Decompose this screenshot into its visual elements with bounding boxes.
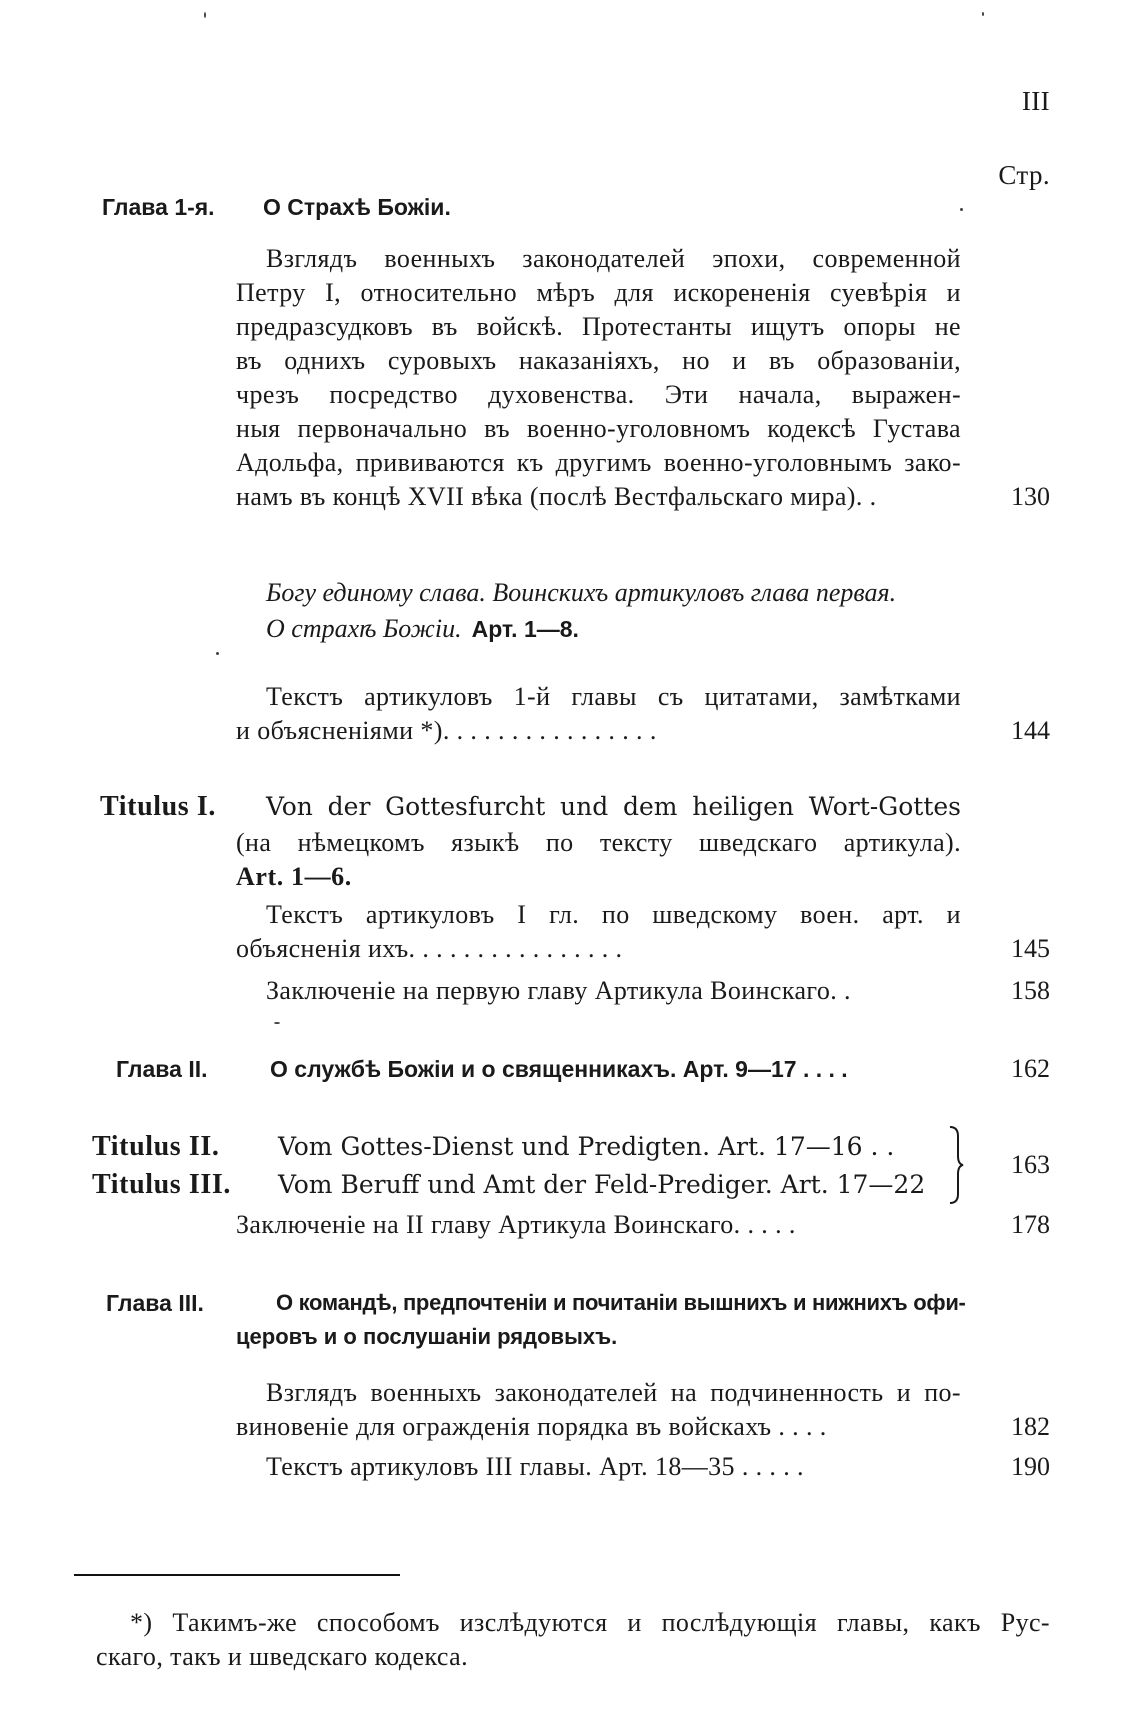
chapter1-italic-heading-line2 (266, 612, 579, 646)
chapter1-text-entry (236, 680, 961, 748)
chapter1-paragraph-line: предразсудковъ въ войскѣ. Протестанты ищутъ опоры не (236, 312, 961, 341)
footnote-rule (74, 1574, 400, 1576)
titulus1-articles-range: Art. 1—6. (236, 862, 352, 891)
titulus2-label: Titulus II. (92, 1131, 220, 1162)
chapter3-paragraph-line: Взглядъ военныхъ законодателей на подчиненность и по- (266, 1378, 961, 1407)
chapter3-paragraph-line: виновеніе для огражденія порядка въ войскахъ . . . . (236, 1412, 827, 1441)
chapter1-paragraph-line: Взглядъ военныхъ законодателей эпохи, современной (266, 244, 961, 273)
scan-speck (960, 208, 963, 211)
chapter1-italic-heading-line1: Богу единому слава. Воинскихъ артикуловъ глава первая. (266, 578, 897, 607)
chapter1-paragraph-line: чрезъ посредство духовенства. Эти начала, выражен- (236, 380, 961, 409)
chapter1-paragraph-line: ныя первоначально въ военно-уголовномъ кодексѣ Густава (236, 414, 961, 443)
chapter2-title: О службѣ Божіи и о священникахъ. Арт. 9—17 . . . . (270, 1056, 848, 1082)
chapter3-paragraph-page: 182 (1011, 1412, 1050, 1441)
titulus1-german-title: Von der Gottesfurcht und dem heiligen Wort-Gottes (266, 792, 961, 821)
chapter3-label: Глава III. (106, 1290, 204, 1316)
chapter1-paragraph (236, 242, 961, 514)
scan-speck (204, 12, 206, 18)
titulus1-conclusion-page: 158 (1011, 976, 1050, 1005)
chapter1-paragraph-page: 130 (1011, 482, 1050, 511)
chapter3-paragraph (236, 1376, 961, 1444)
footnote-line1: *) Такимъ-же способомъ изслѣдуются и послѣдующія главы, какъ Рус- (130, 1608, 1050, 1637)
right-brace-icon (948, 1126, 964, 1204)
titulus2-entry: Vom Gottes-Dienst und Predigten. Art. 17—16 . . (278, 1132, 895, 1161)
chapter1-paragraph-line: въ однихъ суровыхъ наказаніяхъ, но и въ образованіи, (236, 346, 961, 375)
chapter1-paragraph-line: Петру I, относительно мѣръ для искорененія суевѣрія и (236, 278, 961, 307)
chapter1-text-page: 144 (1011, 716, 1050, 745)
chapter3-text-entry: Текстъ артикуловъ III главы. Арт. 18—35 . . . . . (266, 1452, 804, 1481)
titulus1-label: Titulus I. (100, 791, 216, 822)
chapter1-paragraph-line: Адольфа, прививаются къ другимъ военно-уголовнымъ зако- (236, 448, 961, 477)
titulus1-text-entry-line: Текстъ артикуловъ I гл. по шведскому воен. арт. и (266, 900, 961, 929)
titulus1-conclusion: Заключеніе на первую главу Артикула Воинскаго. . (266, 976, 851, 1005)
chapter3-title-line2: церовъ и о послушаніи рядовыхъ. (236, 1324, 618, 1349)
chapter2-page: 162 (1011, 1054, 1050, 1083)
titulus1-text-entry-line: объясненія ихъ. . . . . . . . . . . . . . . . (236, 934, 623, 963)
scan-speck (982, 12, 984, 16)
chapter1-text-entry-line: и объясненіями *). . . . . . . . . . . . . . . . (236, 716, 657, 745)
chapter1-title: О Страхѣ Божіи. (263, 194, 451, 220)
footnote-line2: скаго, такъ и шведскаго кодекса. (96, 1642, 468, 1671)
chapter1-text-entry-line: Текстъ артикуловъ 1-й главы съ цитатами, замѣтками (266, 682, 961, 711)
chapter1-paragraph-line: намъ въ концѣ XVII вѣка (послѣ Вестфальскаго мира). . (236, 482, 877, 511)
chapter2-conclusion-page: 178 (1011, 1210, 1050, 1239)
chapter1-italic-subtitle: О страхѣ Божіи. (266, 614, 462, 643)
chapter1-articles-range: Арт. 1—8. (471, 616, 579, 642)
titulus1-russian-note: (на нѣмецкомъ языкѣ по тексту шведскаго артикула). (236, 828, 961, 857)
chapter3-text-page: 190 (1011, 1452, 1050, 1481)
titulus3-entry: Vom Beruff und Amt der Feld-Prediger. Art. 17—22 (278, 1170, 926, 1199)
titulus1-text-page: 145 (1011, 934, 1050, 963)
page-number: III (1021, 86, 1050, 116)
column-header-pages: Стр. (998, 160, 1050, 190)
scan-speck (216, 652, 219, 655)
titulus3-label: Titulus III. (92, 1169, 231, 1200)
chapter1-label: Глава 1-я. (102, 194, 215, 220)
chapter2-conclusion: Заключеніе на II главу Артикула Воинскаго. . . . . (236, 1210, 796, 1239)
chapter3-title-line1: О командѣ, предпочтеніи и почитаніи вышнихъ и нижнихъ офи- (276, 1290, 966, 1315)
titulus2-3-page: 163 (1011, 1150, 1050, 1179)
chapter2-label: Глава II. (116, 1056, 208, 1082)
scan-speck (274, 1022, 280, 1024)
titulus1-text-entry (236, 898, 961, 966)
